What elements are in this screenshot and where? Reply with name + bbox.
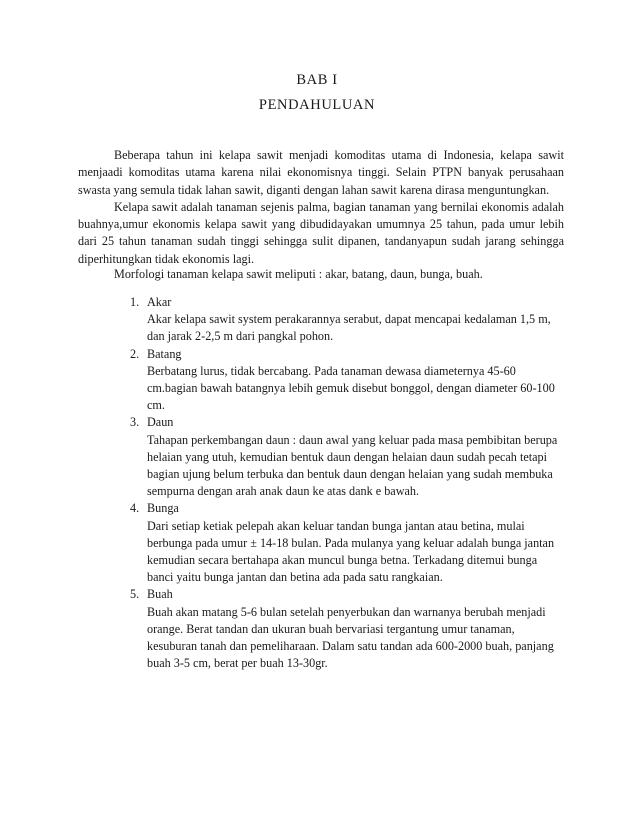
list-item-title: Bunga: [147, 501, 179, 516]
list-item-title: Buah: [147, 587, 173, 602]
list-item-text: Buah akan matang 5-6 bulan setelah penyerbukan dan warnanya berubah menjadi orange. Berat tandan dan ukuran buah bervariasi tergantung umur tanaman, kesuburan tanah dan pemeliharaan. Dalam satu tandan ada 600-2000 buah, panjang buah 3-5 cm, berat per buah 13-30gr.: [147, 604, 554, 671]
list-item: [114, 586, 564, 672]
list-number: 3.: [130, 415, 140, 430]
morphology-list: [114, 294, 564, 672]
list-item: [114, 414, 564, 500]
list-item: [114, 346, 564, 415]
paragraph-2: Kelapa sawit adalah tanaman sejenis palma, bagian tanaman yang bernilai ekonomis adalah buahnya,umur ekonomis kelapa sawit yang dibudidayakan umumnya 25 tahun, pada umur lebih dari 25 tahun tanaman sudah tinggi sehingga sulit dipanen, tandanyapun sudah jarang sehingga diperhitungkan tidak ekonomis lagi.: [78, 199, 564, 266]
list-number: 5.: [130, 587, 140, 602]
intro-paragraphs: [78, 147, 564, 268]
list-item-text: Tahapan perkembangan daun : daun awal yang keluar pada masa pembibitan berupa helaian yang utuh, kemudian bentuk daun dengan helaian daun sudah pecah tetapi bagian ujung belum terbuka dan bentuk daun dengan helaian yang sudah membuka sempurna dengan arah anak daun ke atas dank e bawah.: [147, 432, 558, 499]
chapter-title: PENDAHULUAN: [258, 97, 376, 113]
paragraph-1: Beberapa tahun ini kelapa sawit menjadi komoditas utama di Indonesia, kelapa sawit menjaadi komoditas utama karena nilai ekonomisnya tinggi. Selain PTPN banyak perusahaan swasta yang semula tidak lahan sawit, diganti dengan lahan sawit karena dirasa menguntungkan.: [78, 148, 564, 197]
list-item: [114, 294, 564, 346]
list-number: 1.: [130, 295, 140, 309]
list-item-title: Akar: [147, 295, 172, 309]
list-item-title: Batang: [147, 346, 182, 361]
list-item: [114, 500, 564, 586]
list-item-title: Daun: [147, 415, 174, 430]
list-item-text: Akar kelapa sawit system perakarannya serabut, dapat mencapai kedalaman 1,5 m, dan jarak 2-2,5 m dari pangkal pohon.: [147, 312, 551, 344]
list-number: 2.: [130, 346, 140, 361]
morphology-intro: Morfologi tanaman kelapa sawit meliputi : akar, batang, daun, bunga, buah.: [114, 267, 483, 281]
chapter-label: BAB I: [296, 72, 338, 88]
list-item-text: Dari setiap ketiak pelepah akan keluar tandan bunga jantan atau betina, mulai berbunga pada umur ± 14-18 bulan. Pada mulanya yang keluar adalah bunga jantan kemudian secara bertahapa akan muncul bunga betna. Terkadang ditemui bunga banci yaitu bunga jantan dan betina ada pada satu rangkaian.: [147, 518, 555, 585]
list-number: 4.: [130, 501, 140, 516]
list-item-text: Berbatang lurus, tidak bercabang. Pada tanaman dewasa diameternya 45-60 cm.bagian bawah batangnya lebih gemuk disebut bonggol, dengan diameter 60-100 cm.: [147, 363, 555, 413]
